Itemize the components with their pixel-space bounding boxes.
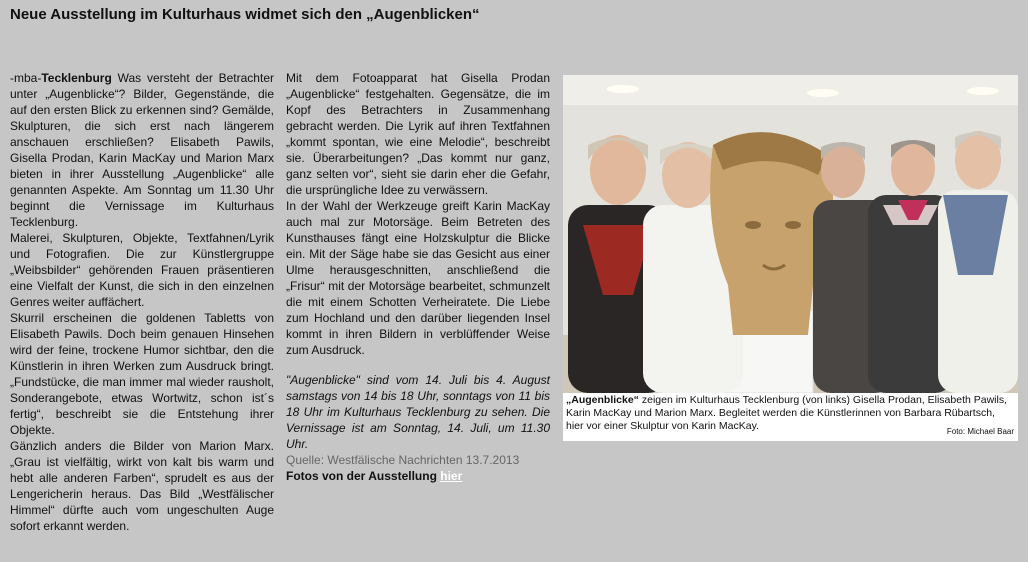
photos-label: Fotos von der Ausstellung — [286, 469, 437, 483]
caption-body: zeigen im Kulturhaus Tecklenburg (von links) Gisella Prodan, Elisabeth Pawils, Karin MacKay und Marion Marx. Begleitet werden die Künstlerinnen von Barbara Rübartsch, hier vor einer Skulptur von Karin MacKay. — [566, 394, 1008, 432]
exhibition-photo — [563, 75, 1018, 393]
photo-credit: Foto: Michael Baar — [946, 427, 1014, 436]
exhibition-info: "Augenblicke" sind vom 14. Juli bis 4. August samstags von 14 bis 18 Uhr, sonntags von 11 bis 18 Uhr im Kulturhaus Tecklenburg zu sehen. Die Vernissage ist am Sonntag, 14. Juli, um 11.30 Uhr. — [286, 373, 550, 451]
byline-prefix: -mba- — [10, 71, 42, 85]
paragraph — [10, 70, 274, 230]
dateline-location: Tecklenburg — [41, 71, 112, 85]
paragraph: Malerei, Skulpturen, Objekte, Textfahnen/Lyrik und Fotografien. Die zur Künstlergruppe „Weibsbilder“ gehörenden Frauen präsentieren eine Vielfalt der Kunst, die sich in den einzelnen Genres weiter auffächert. — [10, 231, 274, 309]
photos-link[interactable]: hier — [440, 469, 463, 483]
photos-line — [286, 468, 550, 484]
source-line: Quelle: Westfälische Nachrichten 13.7.2013 — [286, 453, 520, 467]
paragraph: In der Wahl der Werkzeuge greift Karin MacKay auch mal zur Motorsäge. Beim Betreten des Kunsthauses fängt eine Holzskulptur die Blicke ein. Mit der Säge habe sie das Gesicht aus einer Ulme herausgeschnitten, anschließend die „Frisur“ mit der Motorsäge bearbeitet, schmunzelt die mit einem Schotten Verheiratete. Die Liebe zum Hochland und den darüber liegenden Insel kommt in ihren Bildern in verblüffender Weise zum Ausdruck. — [286, 199, 550, 357]
photo-caption — [563, 393, 1018, 441]
caption-title: „Augenblicke“ — [566, 394, 639, 406]
article-headline: Neue Ausstellung im Kulturhaus widmet sich den „Augenblicken“ — [10, 6, 480, 23]
article-column-2 — [286, 70, 550, 484]
paragraph-text: Was versteht der Betrachter unter „Augenblicke“? Bilder, Gegenstände, die auf den ersten Blick zu erkennen sind? Gemälde, Skulpturen, die sich erst nach längerem anschauen erschließen? Elisabeth Pawils, Gisella Prodan, Karin MacKay und Marion Marx bieten in ihrer Ausstellung „Augenblicke“ alle genannten Aspekte. Am Sonntag um 11.30 Uhr beginnt die Vernissage im Kulturhaus Tecklenburg. — [10, 71, 274, 229]
paragraph: Mit dem Fotoapparat hat Gisella Prodan „Augenblicke“ festgehalten. Gegensätze, die im Kopf des Betrachters in Zusammenhang gebracht werden. Die Lyrik auf ihren Textfahnen „kommt spontan, wie eine Melodie“, beschreibt sie. Überarbeitungen? „Das kommt nur ganz, ganz selten vor“, sieht sie darin eher die Gefahr, die ursprüngliche Idee zu verwässern. — [286, 71, 550, 197]
article-column-1 — [10, 70, 274, 534]
paragraph: Skurril erscheinen die goldenen Tabletts von Elisabeth Pawils. Doch beim genauen Hinsehen wird der feine, trockene Humor sichtbar, den die Künstlerin in ihren Werken zum Ausdruck bringt. „Fundstücke, die man immer mal wieder rausholt, Sonderangebote, etwas Wortwitz, schon ist´s fertig“, beschreibt sie die Entstehung ihrer Objekte. — [10, 311, 274, 437]
paragraph: Gänzlich anders die Bilder von Marion Marx. „Grau ist vielfältig, wirkt von kalt bis warm und hebt alle anderen Farben“, sprudelt es aus der Lengericherin heraus. Das Bild „Westfälischer Himmel“ dürfte auch vom ungeschulten Auge sofort erkannt werden. — [10, 439, 274, 533]
photo-illustration — [563, 75, 1018, 393]
